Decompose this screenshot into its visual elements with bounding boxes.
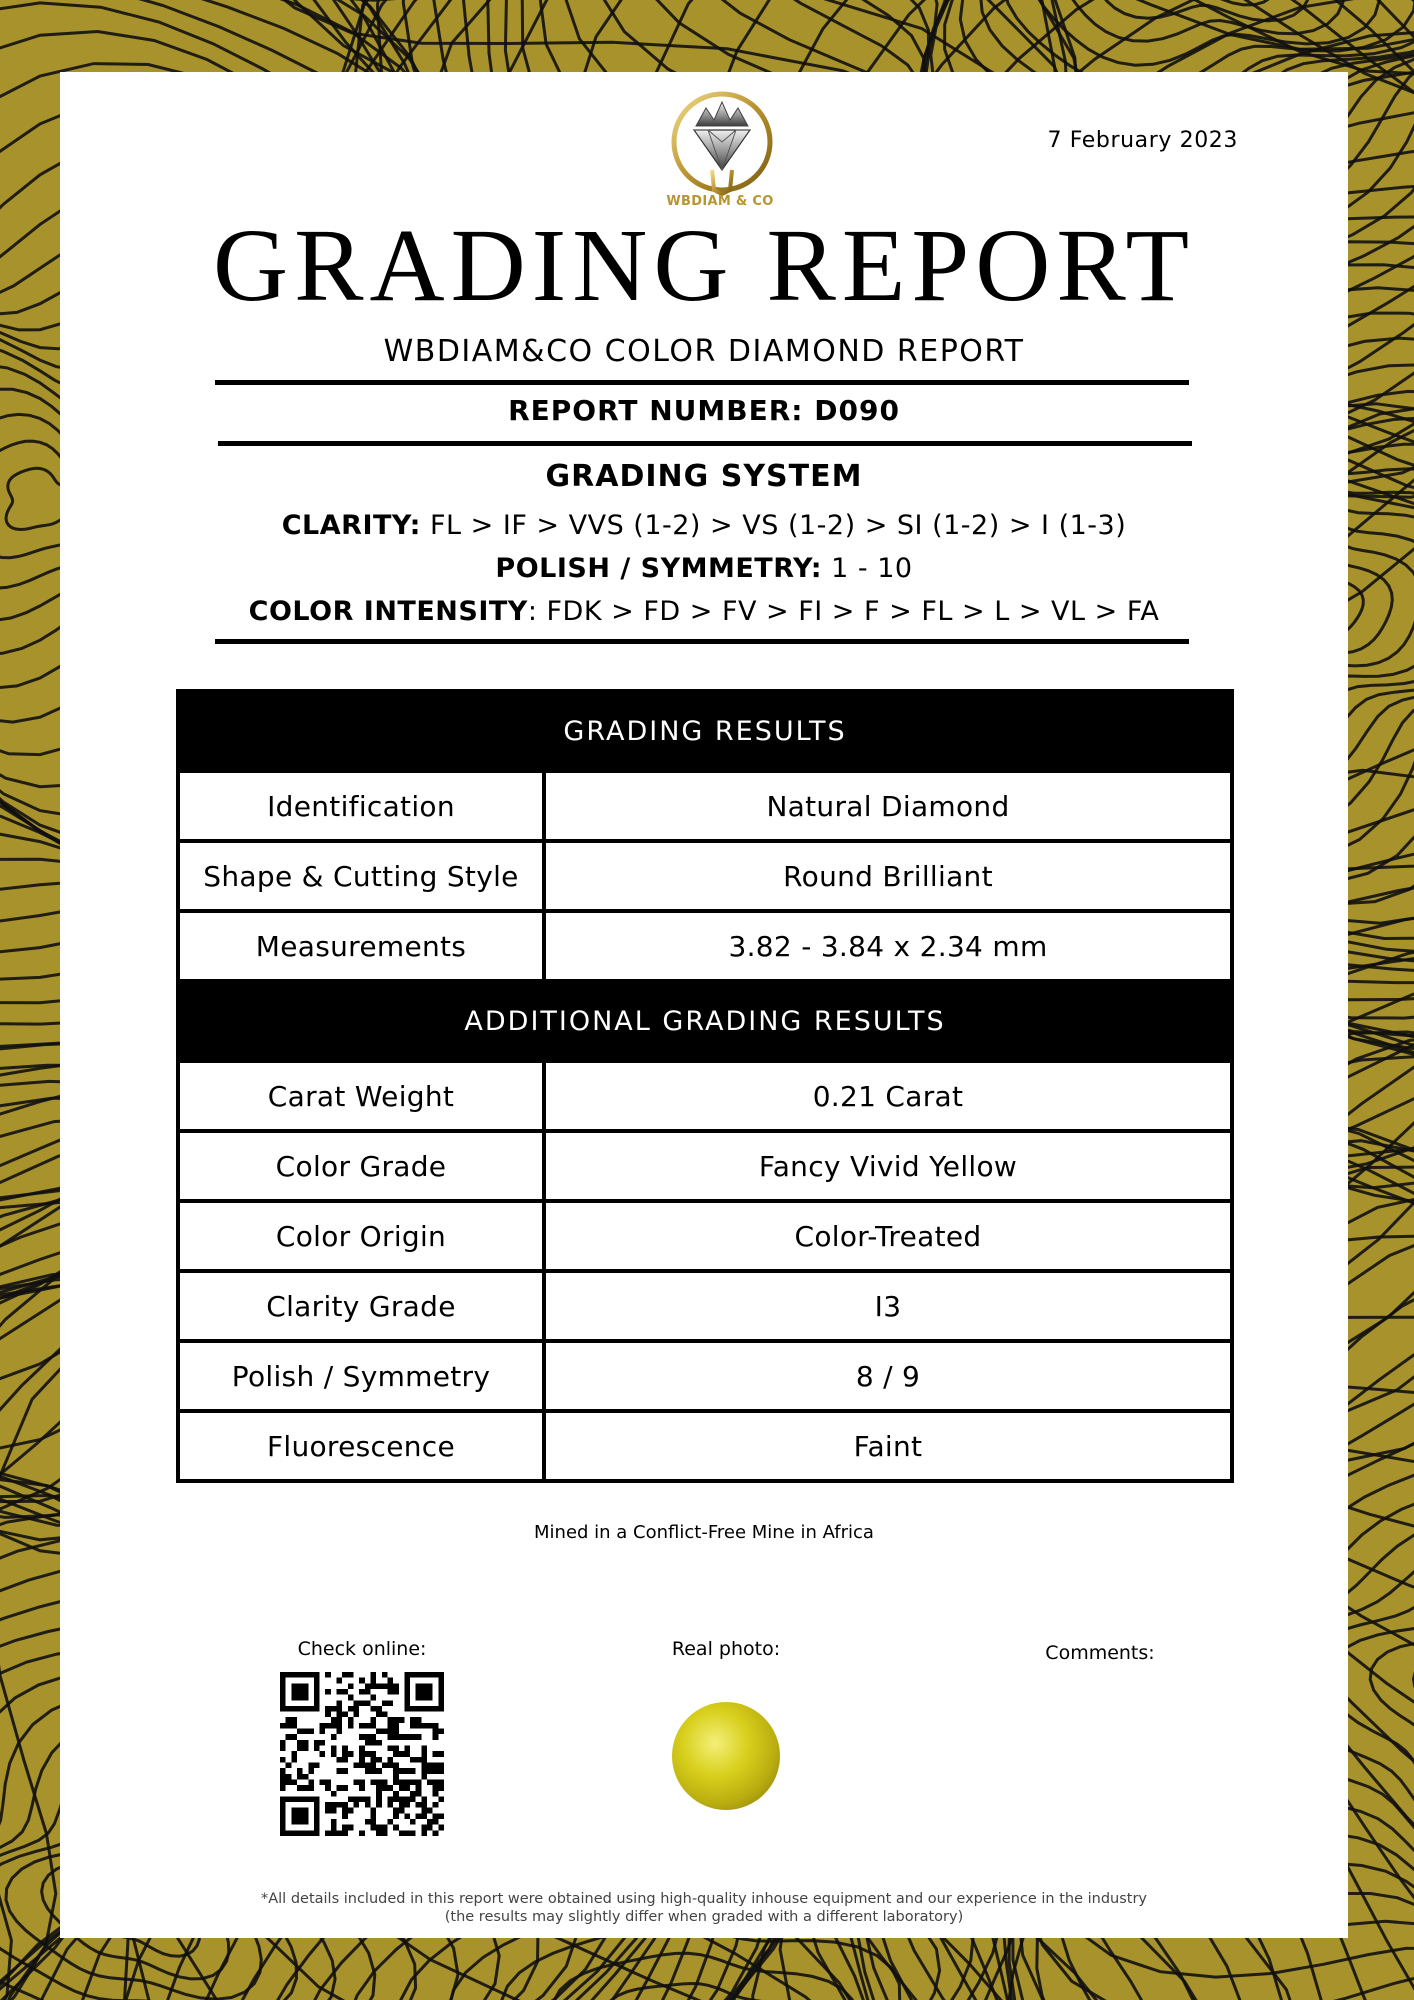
table-row (178, 1271, 1232, 1341)
grading-results-heading: GRADING RESULTS (178, 691, 1232, 771)
row-label: Carat Weight (178, 1061, 544, 1131)
qr-code[interactable] (280, 1672, 444, 1836)
row-label: Color Origin (178, 1201, 544, 1271)
diamond-photo (672, 1702, 780, 1810)
row-label: Polish / Symmetry (178, 1341, 544, 1411)
clarity-scale-line (60, 510, 1348, 541)
table-row (178, 1201, 1232, 1271)
polish-scale-line (60, 553, 1348, 584)
table-row (178, 1411, 1232, 1481)
row-value: I3 (544, 1271, 1232, 1341)
row-label: Fluorescence (178, 1411, 544, 1481)
polish-scale: 1 - 10 (831, 553, 913, 584)
table-row (178, 841, 1232, 911)
row-value: Faint (544, 1411, 1232, 1481)
color-intensity-label: COLOR INTENSITY (248, 596, 528, 627)
table-row (178, 911, 1232, 981)
mined-note: Mined in a Conflict-Free Mine in Africa (534, 1522, 874, 1543)
grading-system-heading: GRADING SYSTEM (545, 459, 863, 494)
row-label: Shape & Cutting Style (178, 841, 544, 911)
divider (215, 380, 1189, 385)
report-sheet (60, 72, 1348, 1938)
real-photo-label: Real photo: (671, 1638, 781, 1660)
row-label: Color Grade (178, 1131, 544, 1201)
row-value: Fancy Vivid Yellow (544, 1131, 1232, 1201)
table-row (178, 1061, 1232, 1131)
table-row (178, 1341, 1232, 1411)
report-subtitle: WBDIAM&CO COLOR DIAMOND REPORT (383, 334, 1025, 369)
row-label: Measurements (178, 911, 544, 981)
report-date: 7 February 2023 (1047, 128, 1238, 153)
row-label: Identification (178, 771, 544, 841)
grading-results-table (176, 689, 1234, 1483)
row-value: 0.21 Carat (544, 1061, 1232, 1131)
row-value: 3.82 - 3.84 x 2.34 mm (544, 911, 1232, 981)
section-header-row (178, 691, 1232, 771)
color-intensity-line (60, 596, 1348, 627)
brand-logo-text: WBDIAM & CO (666, 194, 774, 209)
row-value: 8 / 9 (544, 1341, 1232, 1411)
row-value: Round Brilliant (544, 841, 1232, 911)
clarity-label: CLARITY: (281, 510, 421, 541)
page-title: GRADING REPORT (212, 208, 1195, 323)
color-intensity-scale: : FDK > FD > FV > FI > F > FL > L > VL > FA (527, 596, 1160, 627)
row-label: Clarity Grade (178, 1271, 544, 1341)
additional-results-heading: ADDITIONAL GRADING RESULTS (178, 981, 1232, 1061)
clarity-scale: FL > IF > VVS (1-2) > VS (1-2) > SI (1-2) > I (1-3) (430, 510, 1127, 541)
divider (215, 639, 1189, 644)
table-row (178, 1131, 1232, 1201)
row-value: Natural Diamond (544, 771, 1232, 841)
row-value: Color-Treated (544, 1201, 1232, 1271)
check-online-label: Check online: (297, 1638, 427, 1660)
disclaimer-line-2: (the results may slightly differ when graded with a different laboratory) (444, 1909, 964, 1925)
disclaimer (60, 1890, 1348, 1926)
divider (218, 441, 1192, 446)
comments-label: Comments: (1045, 1642, 1155, 1664)
polish-label: POLISH / SYMMETRY: (495, 553, 823, 584)
disclaimer-line-1: *All details included in this report were obtained using high-quality inhouse equipment and our experience in the industry (260, 1891, 1148, 1907)
table-row (178, 771, 1232, 841)
section-header-row (178, 981, 1232, 1061)
report-number: REPORT NUMBER: D090 (508, 394, 900, 427)
